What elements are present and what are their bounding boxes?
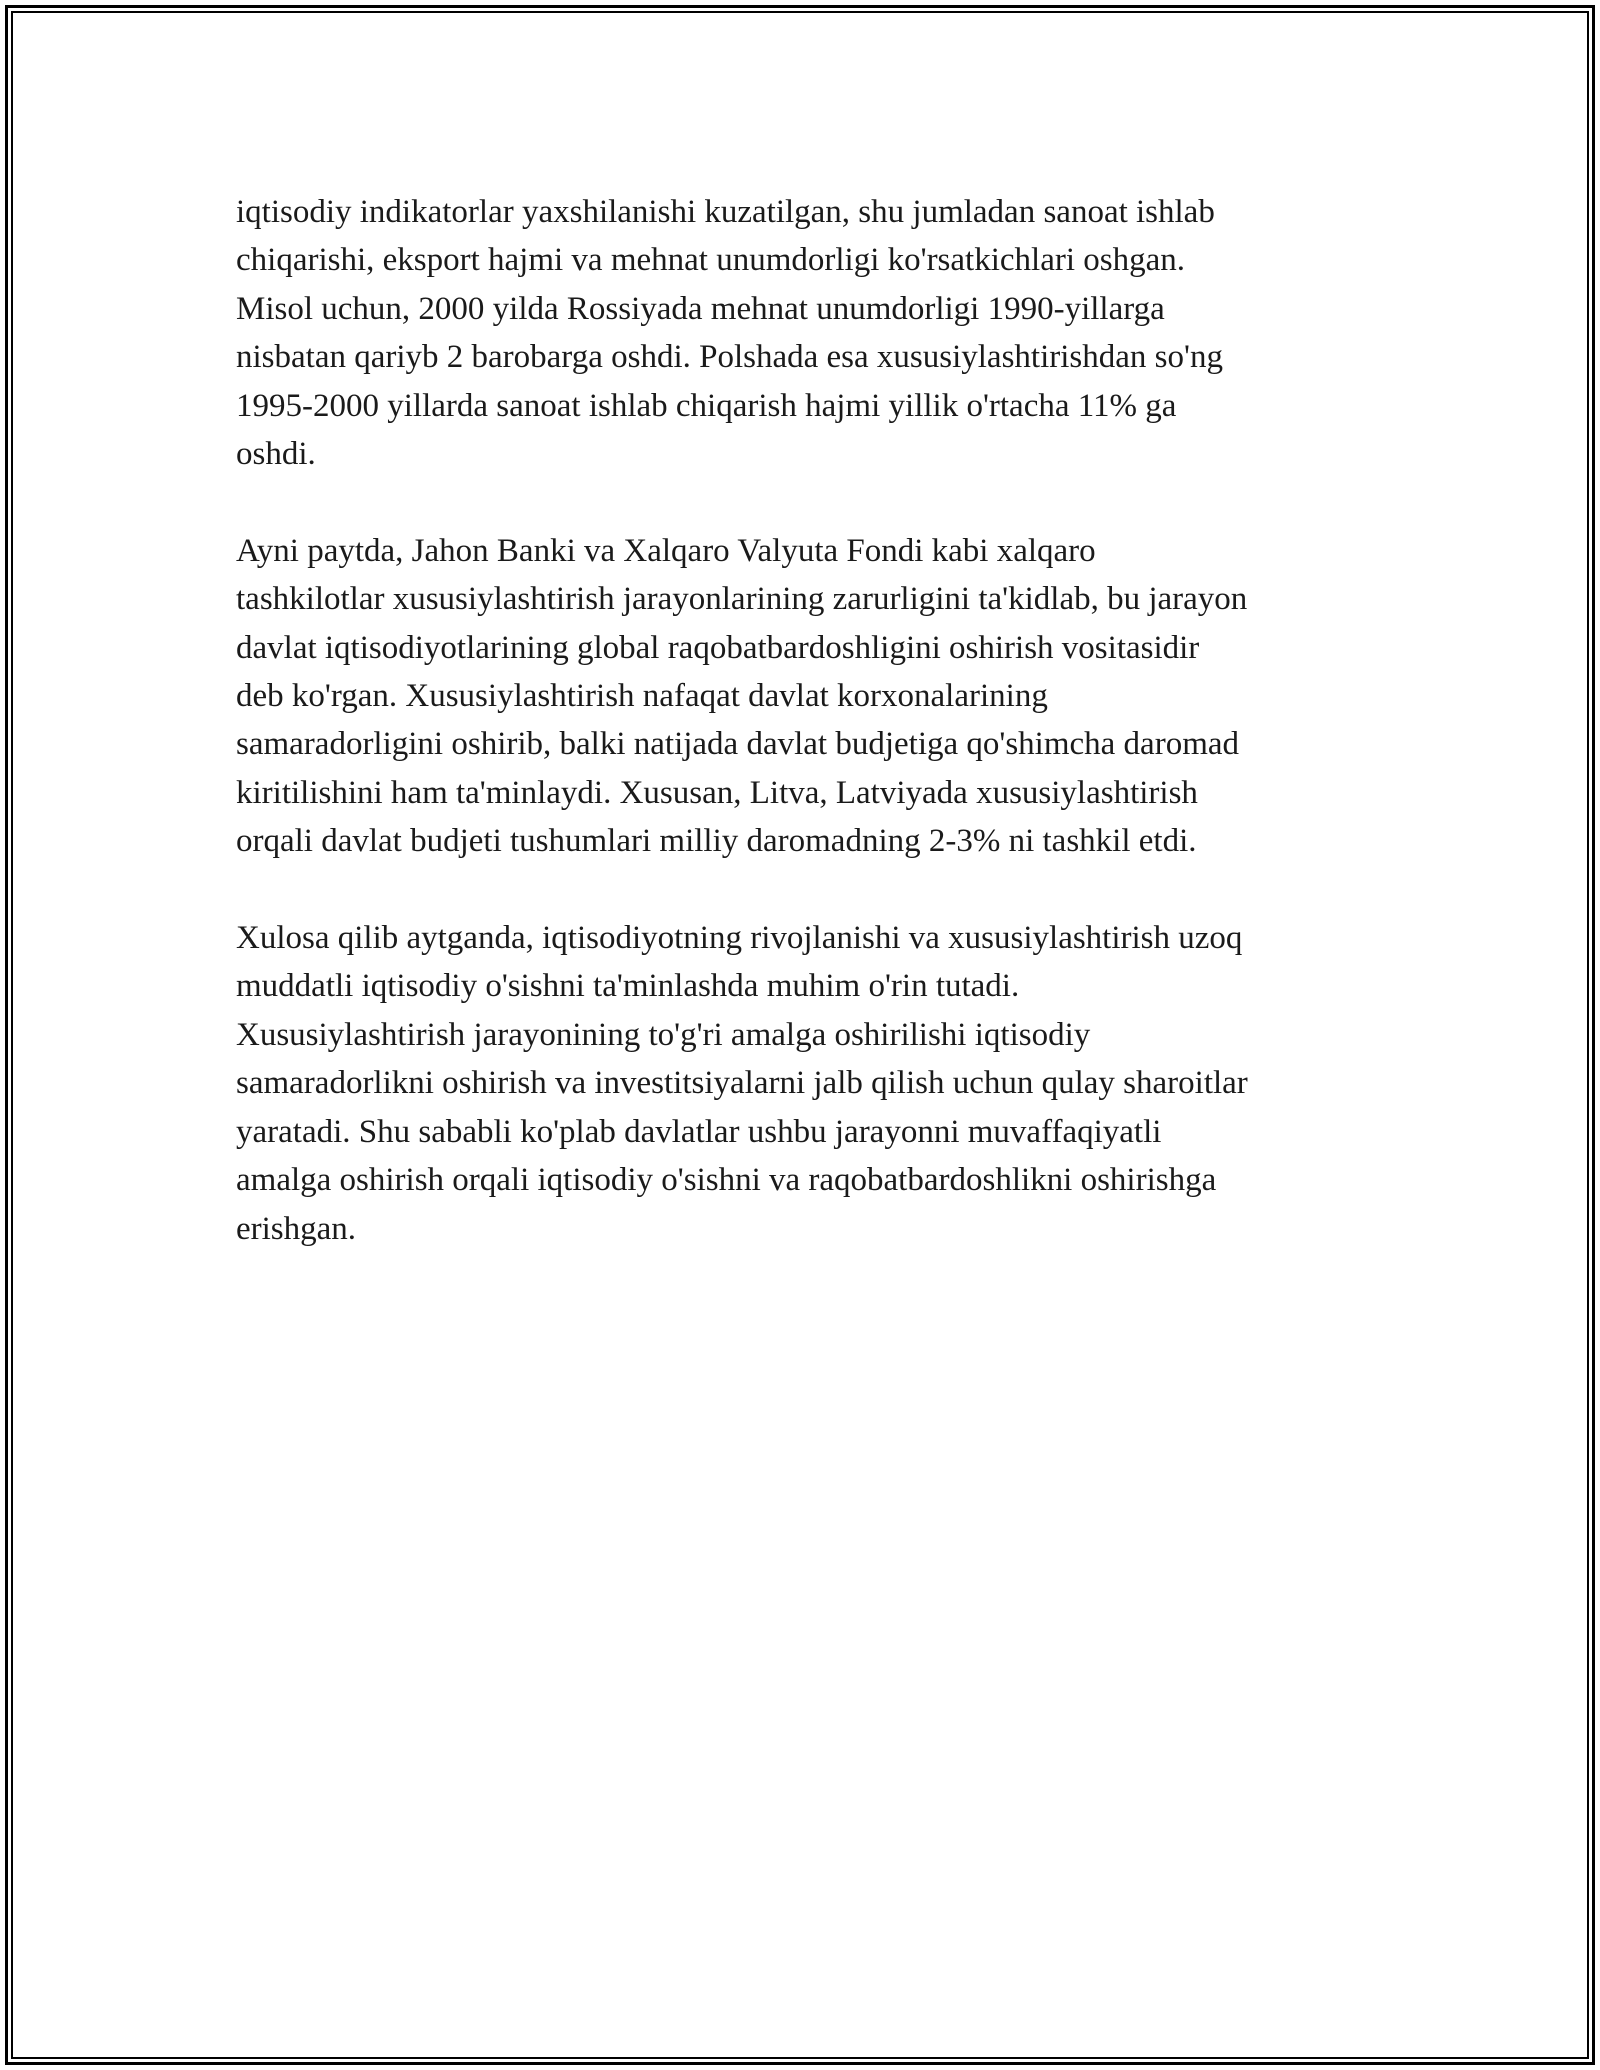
paragraph-2: Ayni paytda, Jahon Banki va Xalqaro Valyuta Fondi kabi xalqaro tashkilotlar xususiylashtirish jarayonlarining zarurligini ta'kidlab, bu jarayon davlat iqtisodiyotlarining global raqobatbardoshligini oshirish vositasidir deb ko'rgan. Xususiylashtirish nafaqat davlat korxonalarining samaradorligini oshirib, balki natijada davlat budjetiga qo'shimcha daromad kiritilishini ham ta'minlaydi. Xususan, Litva, Latviyada xususiylashtirish orqali davlat budjeti tushumlari milliy daromadning 2-3% ni tashkil etdi. <box>236 532 1248 860</box>
document-body <box>236 188 1376 1301</box>
paragraph-3: Xulosa qilib aytganda, iqtisodiyotning rivojlanishi va xususiylashtirish uzoq muddatli iqtisodiy o'sishni ta'minlashda muhim o'rin tutadi. Xususiylashtirish jarayonining to'g'ri amalga oshirilishi iqtisodiy samaradorlikni oshirish va investitsiyalarni jalb qilish uchun qulay sharoitlar yaratadi. Shu sababli ko'plab davlatlar ushbu jarayonni muvaffaqiyatli amalga oshirish orqali iqtisodiy o'sishni va raqobatbardoshlikni oshirishga erishgan. <box>236 920 1248 1247</box>
paragraph-1: iqtisodiy indikatorlar yaxshilanishi kuzatilgan, shu jumladan sanoat ishlab chiqarishi, eksport hajmi va mehnat unumdorligi ko'rsatkichlari oshgan. Misol uchun, 2000 yilda Rossiyada mehnat unumdorligi 1990-yillarga nisbatan qariyb 2 barobarga oshdi. Polshada esa xususiylashtirishdan so'ng 1995-2000 yillarda sanoat ishlab chiqarish hajmi yillik o'rtacha 11% ga oshdi. <box>236 194 1223 473</box>
